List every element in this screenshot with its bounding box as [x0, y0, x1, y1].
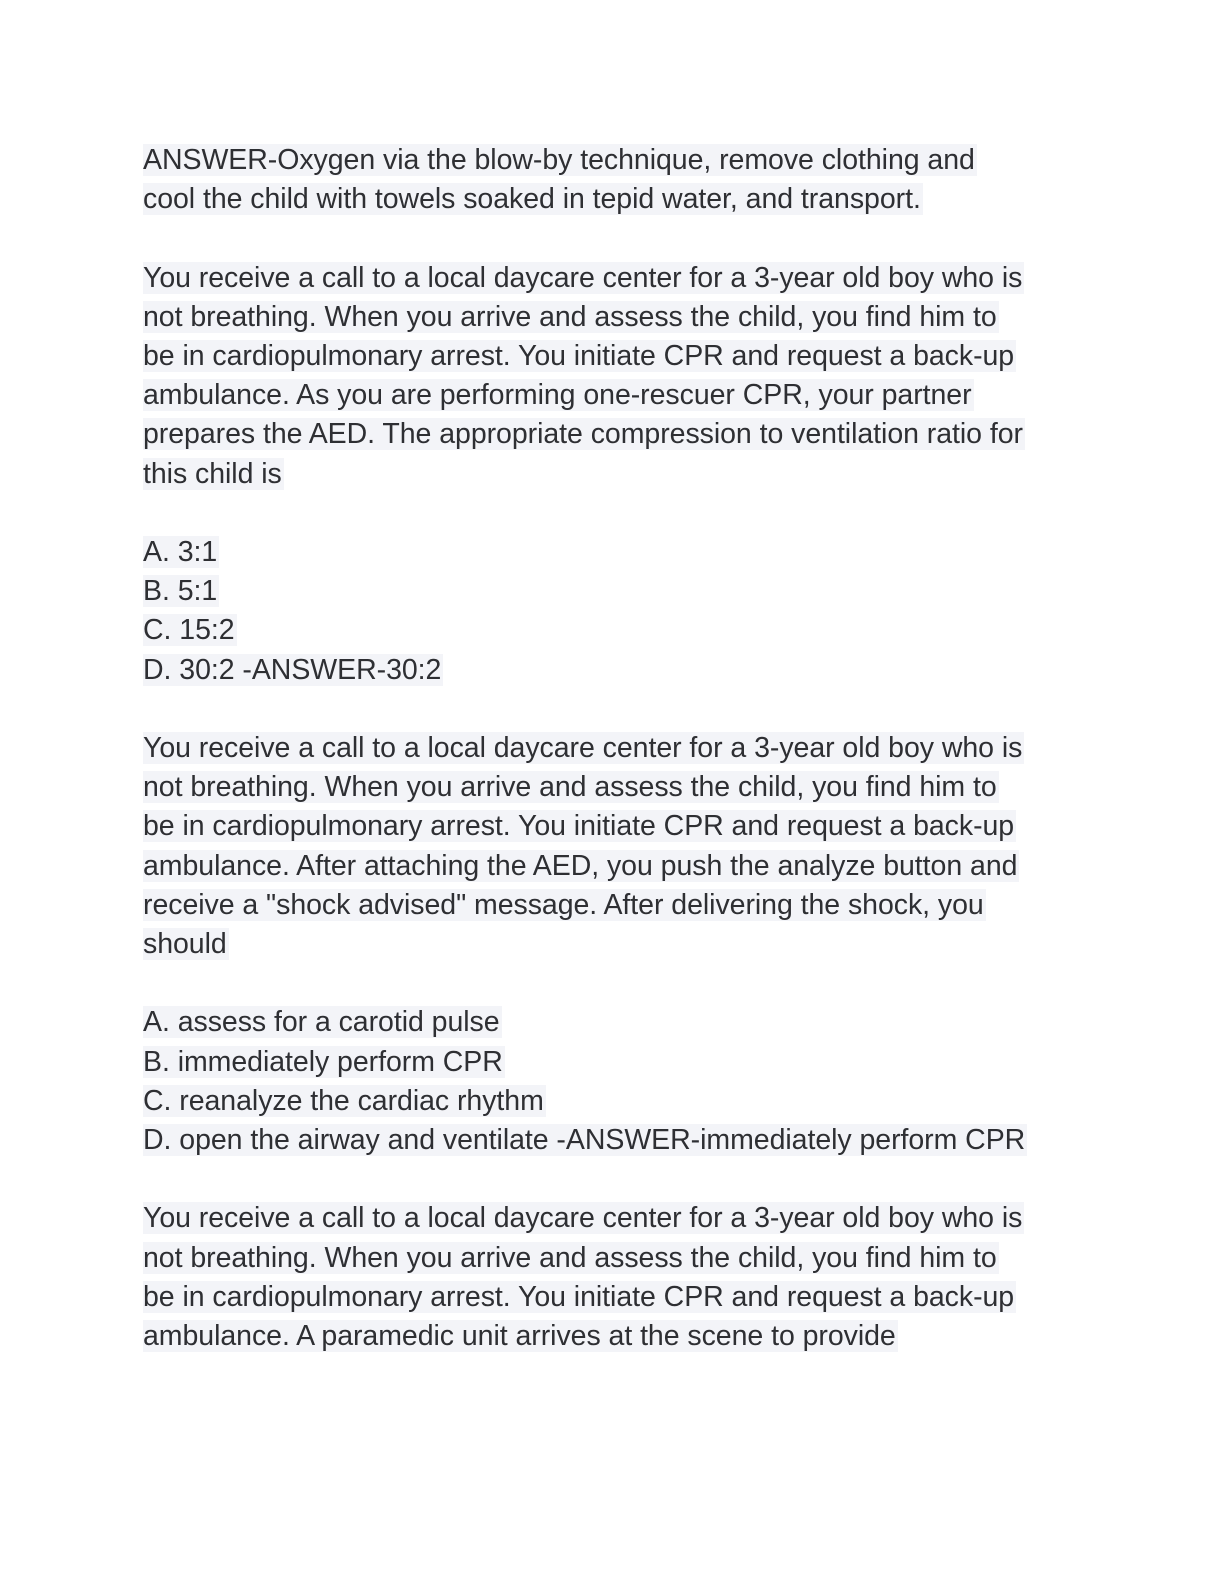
text-line: be in cardiopulmonary arrest. You initiate CPR and request a back-up	[143, 340, 1015, 372]
option-a: A. assess for a carotid pulse	[143, 1006, 500, 1039]
option-c: C. reanalyze the cardiac rhythm	[143, 1084, 544, 1117]
option-b: B. immediately perform CPR	[143, 1045, 503, 1078]
text-line: not breathing. When you arrive and assess the child, you find him to	[143, 771, 997, 804]
text-line: not breathing. When you arrive and assess the child, you find him to	[143, 1241, 997, 1274]
option-c: C. 15:2	[143, 614, 235, 647]
document-body	[143, 141, 1083, 1395]
text-line: be in cardiopulmonary arrest. You initiate CPR and request a back-up	[143, 810, 1015, 843]
text-line: prepares the AED. The appropriate compression to ventilation ratio for	[143, 418, 1023, 451]
text-line: ambulance. As you are performing one-rescuer CPR, your partner	[143, 379, 972, 412]
text-line: receive a "shock advised" message. After delivering the shock, you	[143, 888, 984, 921]
text-line: this child is	[143, 457, 282, 490]
text-line: not breathing. When you arrive and assess the child, you find him to	[143, 300, 997, 333]
text-line: You receive a call to a local daycare center for a 3-year old boy who is	[143, 261, 1023, 294]
text-line: You receive a call to a local daycare center for a 3-year old boy who is	[143, 732, 1023, 764]
question-paragraph-paramedic	[143, 1199, 1083, 1356]
options-list-shock	[143, 1003, 1083, 1160]
text-line: You receive a call to a local daycare center for a 3-year old boy who is	[143, 1202, 1023, 1235]
question-paragraph-shock	[143, 729, 1083, 964]
options-list-ratio	[143, 533, 1083, 690]
question-paragraph-ratio	[143, 259, 1083, 494]
text-line: ambulance. After attaching the AED, you push the analyze button and	[143, 849, 1018, 882]
option-d-answer: D. open the airway and ventilate -ANSWER-immediately perform CPR	[143, 1124, 1026, 1157]
answer-paragraph-oxygen	[143, 141, 1083, 219]
option-d-answer: D. 30:2 -ANSWER-30:2	[143, 653, 442, 686]
text-line: be in cardiopulmonary arrest. You initiate CPR and request a back-up	[143, 1280, 1015, 1313]
text-line: ANSWER-Oxygen via the blow-by technique, remove clothing and	[143, 144, 975, 176]
text-line: cool the child with towels soaked in tepid water, and transport.	[143, 183, 921, 216]
option-a: A. 3:1	[143, 536, 218, 568]
text-line: should	[143, 928, 227, 961]
option-b: B. 5:1	[143, 575, 218, 608]
text-line: ambulance. A paramedic unit arrives at the scene to provide	[143, 1320, 896, 1353]
